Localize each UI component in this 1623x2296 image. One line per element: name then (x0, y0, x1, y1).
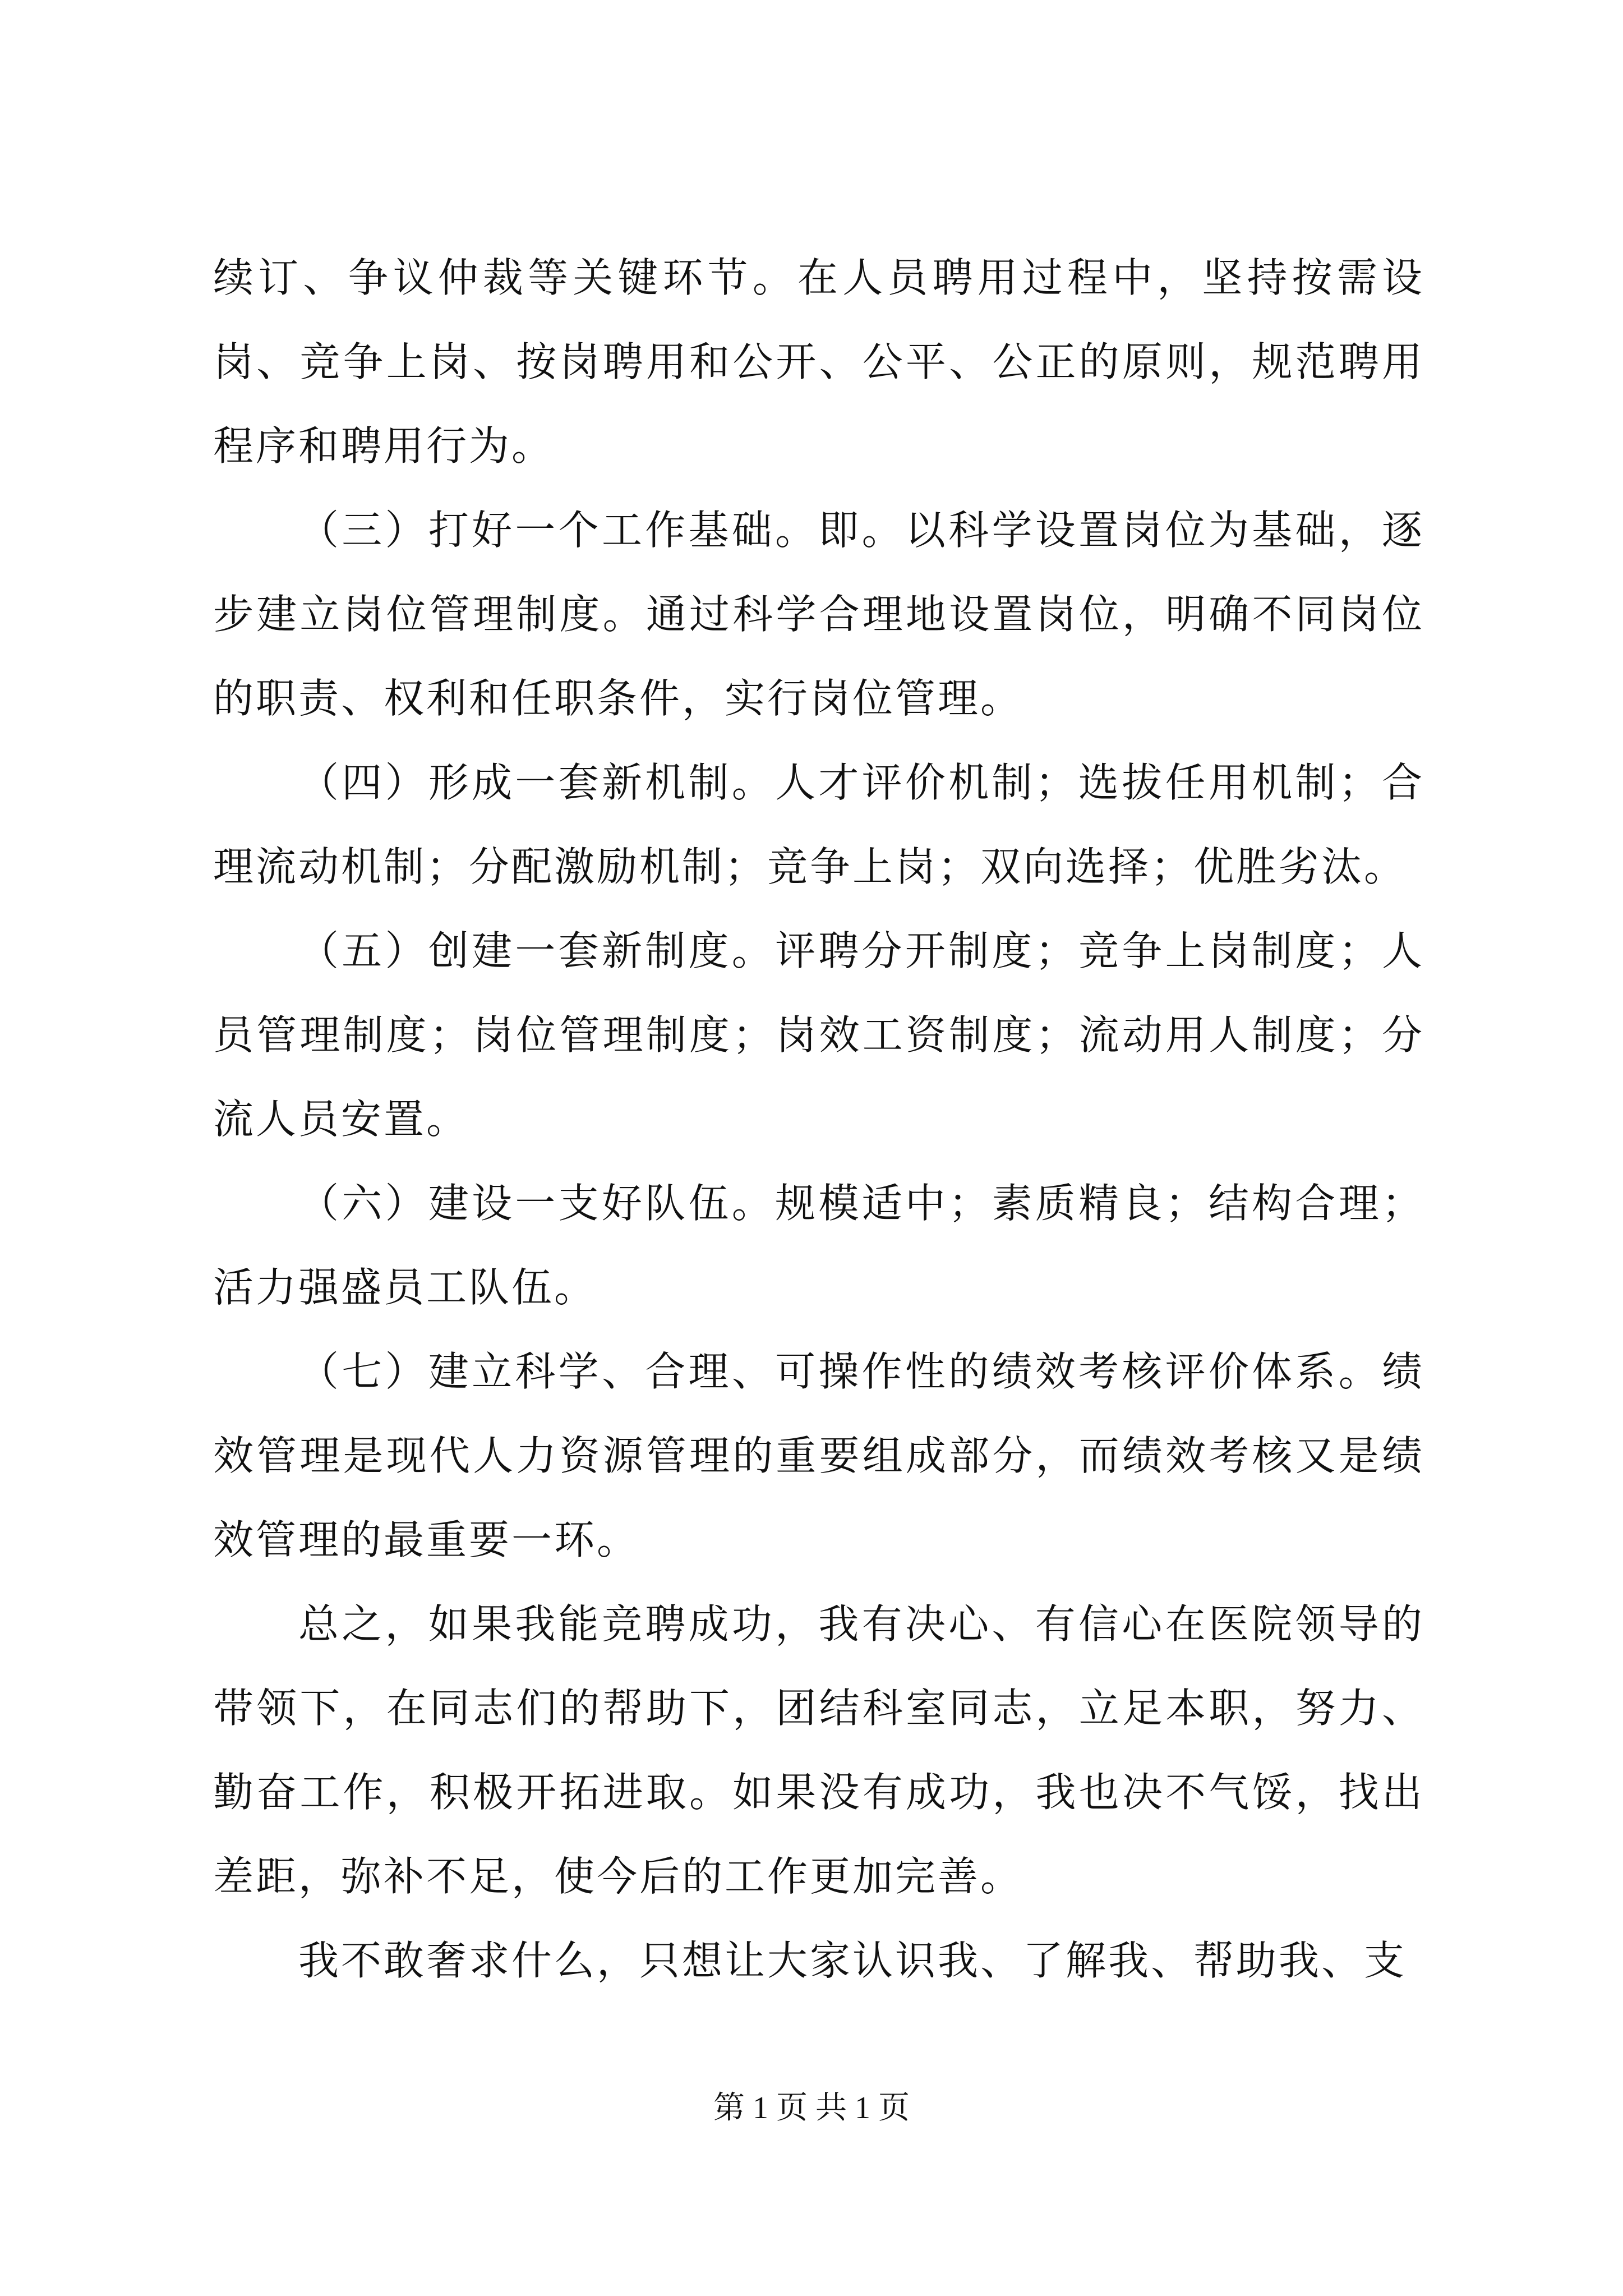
paragraph-section-five: （五）创建一套新制度。评聘分开制度；竞争上岗制度；人员管理制度；岗位管理制度；岗效工资制度；流动用人制度；分流人员安置。 (213, 927, 1424, 1143)
paragraph-section-four: （四）形成一套新机制。人才评价机制；选拔任用机制；合理流动机制；分配激励机制；竞争上岗；双向选择；优胜劣汰。 (213, 759, 1424, 890)
paragraph-conclusion: 总之，如果我能竞聘成功，我有决心、有信心在医院领导的带领下，在同志们的帮助下，团结科室同志，立足本职，努力、勤奋工作，积极开拓进取。如果没有成功，我也决不气馁，找出差距，弥补不足，使今后的工作更加完善。 (213, 1600, 1424, 1900)
document-body (213, 236, 1424, 2003)
paragraph-section-three: （三）打好一个工作基础。即。以科学设置岗位为基础，逐步建立岗位管理制度。通过科学合理地设置岗位，明确不同岗位的职责、权利和任职条件，实行岗位管理。 (213, 507, 1424, 722)
page-footer (0, 2086, 1623, 2131)
paragraph-section-six: （六）建设一支好队伍。规模适中；素质精良；结构合理；活力强盛员工队伍。 (213, 1180, 1424, 1311)
paragraph-section-seven: （七）建立科学、合理、可操作性的绩效考核评价体系。绩效管理是现代人力资源管理的重要组成部分，而绩效考核又是绩效管理的最重要一环。 (213, 1348, 1424, 1563)
paragraph-continuation: 续订、争议仲裁等关键环节。在人员聘用过程中，坚持按需设岗、竞争上岗、按岗聘用和公开、公平、公正的原则，规范聘用程序和聘用行为。 (213, 254, 1424, 470)
page-number-label: 第 1 页 共 1 页 (713, 2091, 910, 2125)
paragraph-closing: 我不敢奢求什么，只想让大家认识我、了解我、帮助我、支 (298, 1937, 1407, 1984)
